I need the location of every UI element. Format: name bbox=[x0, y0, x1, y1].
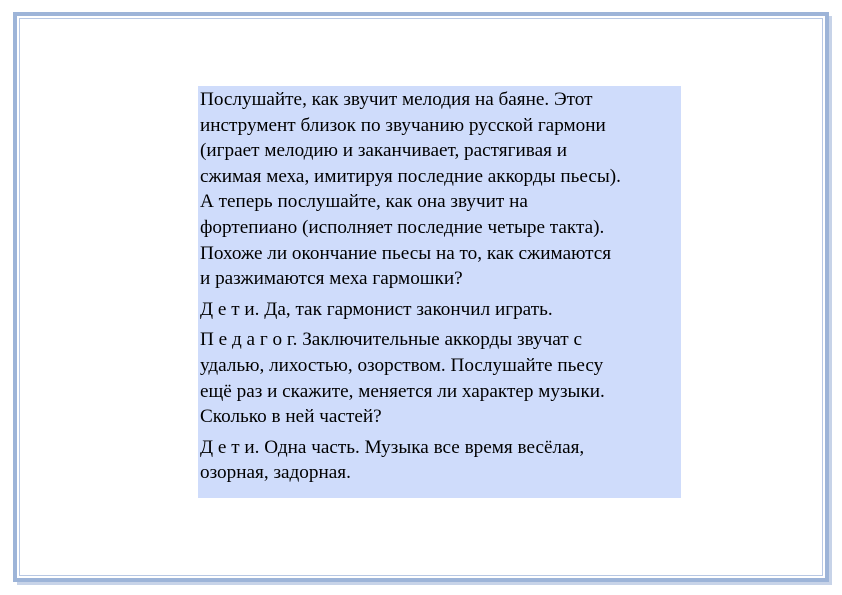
paragraph-intro: Послушайте, как звучит мелодия на баяне. Этот инструмент близок по звучанию русской гармони (играет мелодию и заканчивает, растягивая и сжимая меха, имитируя последние аккорды пьесы). А теперь послушайте, как она звучит на фортепиано (исполняет последние четыре такта). Похоже ли окончание пьесы на то, как сжимаются и разжимаются меха гармошки? bbox=[200, 89, 621, 290]
paragraph-teacher: П е д а г о г. Заключительные аккорды звучат с удалью, лихостью, озорством. Послушайте пьесу ещё раз и скажите, меняется ли характер музыки. Сколько в ней частей? bbox=[200, 329, 605, 428]
paragraph-children-reply-1: Д е т и. Да, так гармонист закончил играть. bbox=[200, 298, 553, 320]
slide-text-box bbox=[198, 86, 681, 498]
paragraph-children-reply-2: Д е т и. Одна часть. Музыка все время весёлая, озорная, задорная. bbox=[200, 436, 585, 484]
frame-shadow-right bbox=[829, 16, 832, 582]
frame-shadow-bottom bbox=[17, 582, 832, 585]
